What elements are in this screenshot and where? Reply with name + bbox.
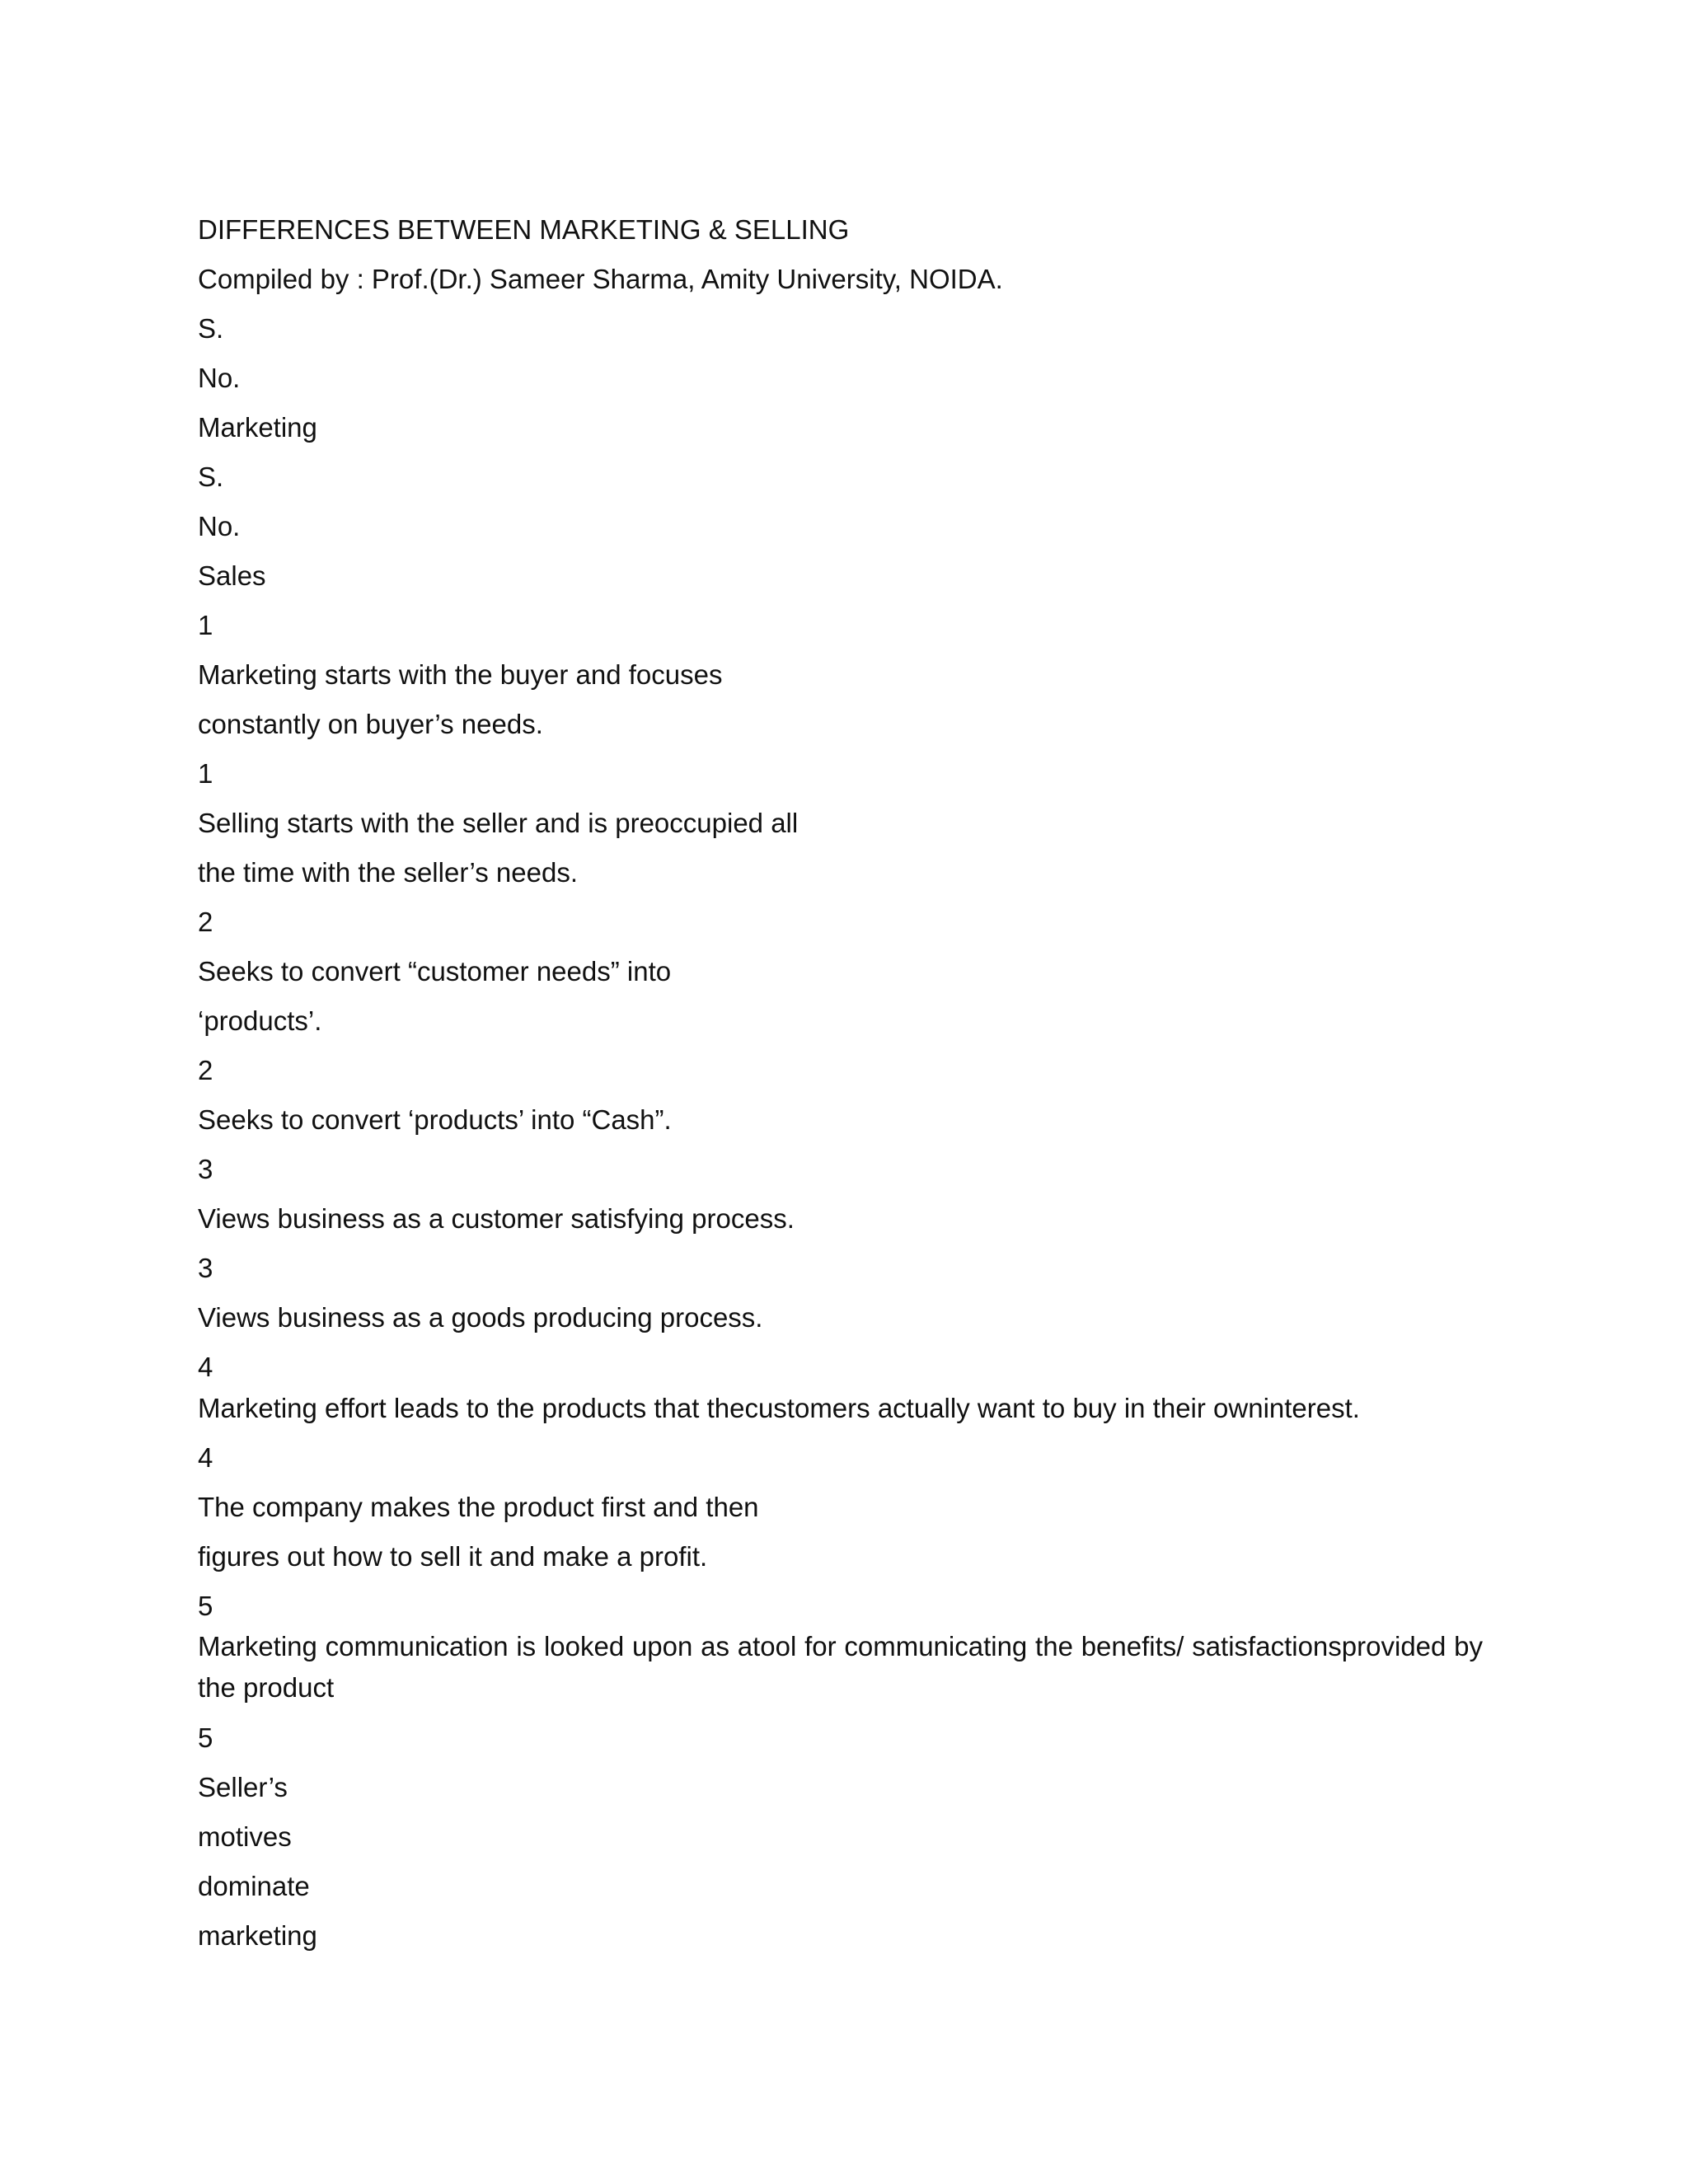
marketing-row-number: 4 [198, 1352, 213, 1382]
document-title: DIFFERENCES BETWEEN MARKETING & SELLING [198, 214, 850, 245]
sales-row-number: 1 [198, 758, 213, 789]
sales-point-text: Views business as a goods producing process. [198, 1302, 763, 1333]
sales-point-text: Seeks to convert ‘products’ into “Cash”. [198, 1104, 672, 1135]
sales-row-number: 2 [198, 1055, 213, 1085]
sales-point-text: The company makes the product first and then [198, 1492, 759, 1522]
marketing-point-paragraph: Marketing communication is looked upon as atool for communicating the benefits/ satisfactionsprovided by the product [198, 1631, 1483, 1703]
header-sno-label: S. [198, 462, 224, 492]
sales-point-word: marketing [198, 1920, 317, 1951]
marketing-point-text: Marketing starts with the buyer and focuses [198, 659, 723, 690]
sales-row-number: 4 [198, 1442, 213, 1473]
marketing-point-text: constantly on buyer’s needs. [198, 709, 543, 739]
sales-point-text: the time with the seller’s needs. [198, 857, 579, 888]
marketing-row-number: 1 [198, 610, 213, 640]
compiled-by-line: Compiled by : Prof.(Dr.) Sameer Sharma, Amity University, NOIDA. [198, 264, 1003, 294]
marketing-point-text: Marketing effort leads to the products that thecustomers actually want to buy in their owninterest. [198, 1393, 1360, 1423]
sales-point-text: figures out how to sell it and make a profit. [198, 1541, 708, 1572]
marketing-row-number: 5 [198, 1591, 213, 1621]
header-sno-label: No. [198, 511, 241, 541]
header-sno-label: S. [198, 313, 224, 344]
marketing-row-number: 3 [198, 1154, 213, 1184]
sales-row-number: 5 [198, 1722, 213, 1753]
marketing-row-number: 2 [198, 907, 213, 937]
sales-row-number: 3 [198, 1253, 213, 1283]
header-sno-label: No. [198, 363, 241, 393]
marketing-point-text: Seeks to convert “customer needs” into [198, 956, 672, 987]
marketing-point-text: Views business as a customer satisfying process. [198, 1203, 795, 1234]
sales-point-word: dominate [198, 1871, 310, 1901]
sales-point-word: Seller’s [198, 1772, 288, 1802]
sales-point-text: Selling starts with the seller and is preoccupied all [198, 808, 799, 838]
sales-point-word: motives [198, 1821, 292, 1852]
marketing-point-text: ‘products’. [198, 1005, 322, 1036]
header-sales-label: Sales [198, 560, 266, 591]
header-marketing-label: Marketing [198, 412, 317, 443]
